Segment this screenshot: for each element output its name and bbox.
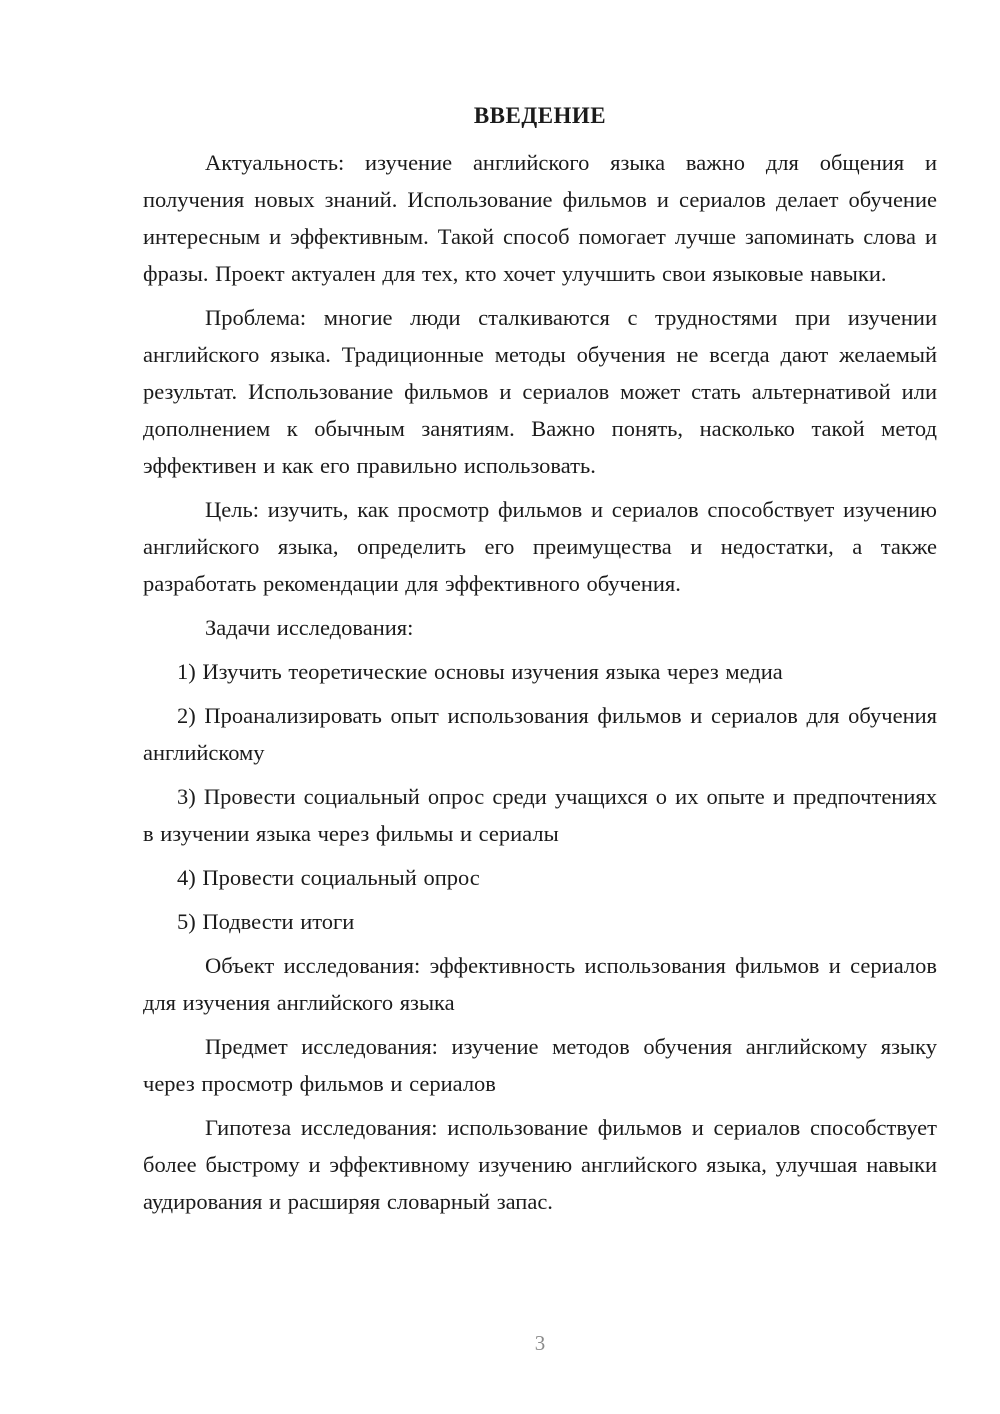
section-heading: Задачи исследования: [205, 615, 414, 640]
document-content [143, 97, 937, 1227]
paragraph: Предмет исследования: изучение методов обучения английскому языку через просмотр фильмов и сериалов [143, 1034, 937, 1096]
paragraph: Объект исследования: эффективность использования фильмов и сериалов для изучения английского языка [143, 953, 937, 1015]
list-item: 3) Провести социальный опрос среди учащихся о их опыте и предпочтениях в изучении языка через фильмы и сериалы [143, 784, 937, 846]
paragraph: Гипотеза исследования: использование фильмов и сериалов способствует более быстрому и эффективному изучению английского языка, улучшая навыки аудирования и расширяя словарный запас. [143, 1115, 937, 1214]
list-item: 1) Изучить теоретические основы изучения языка через медиа [177, 659, 783, 684]
page-title: ВВЕДЕНИЕ [473, 103, 607, 128]
paragraph: Цель: изучить, как просмотр фильмов и сериалов способствует изучению английского языка, определить его преимущества и недостатки, а также разработать рекомендации для эффективного обучения. [143, 497, 937, 596]
paragraph: Актуальность: изучение английского языка важно для общения и получения новых знаний. Использование фильмов и сериалов делает обучение интересным и эффективным. Такой способ помогает лучше запоминать слова и фразы. Проект актуален для тех, кто хочет улучшить свои языковые навыки. [143, 150, 937, 286]
list-item: 4) Провести социальный опрос [177, 865, 480, 890]
list-item: 5) Подвести итоги [177, 909, 355, 934]
page-number: 3 [534, 1331, 546, 1355]
document-body [143, 144, 937, 1220]
list-item: 2) Проанализировать опыт использования фильмов и сериалов для обучения английскому [143, 703, 937, 765]
paragraph: Проблема: многие люди сталкиваются с трудностями при изучении английского языка. Традиционные методы обучения не всегда дают желаемый результат. Использование фильмов и сериалов может стать альтернативой или дополнением к обычным занятиям. Важно понять, насколько такой метод эффективен и как его правильно использовать. [143, 305, 937, 478]
